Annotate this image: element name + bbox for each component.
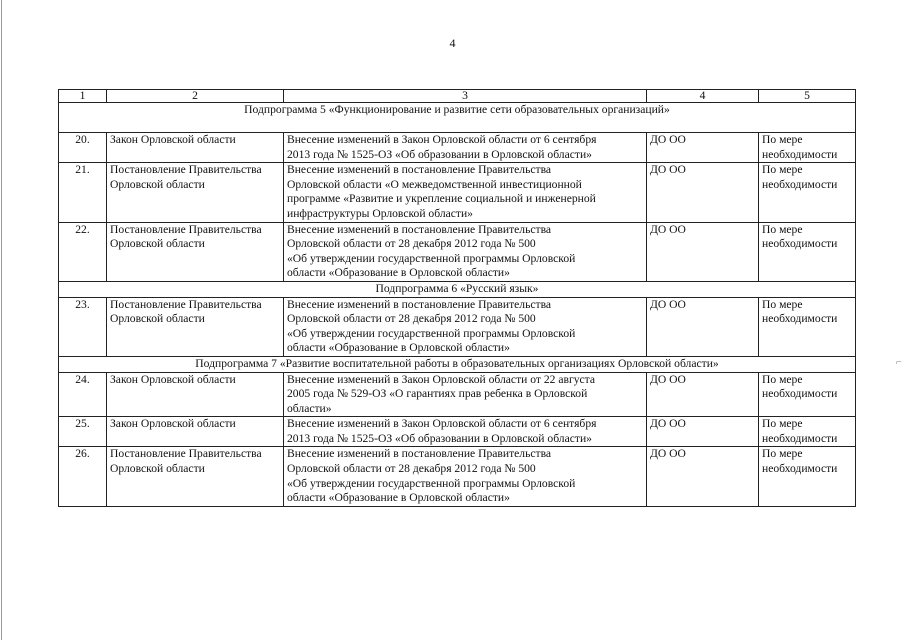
header-col-5: 5	[759, 90, 856, 103]
section-title: Подпрограмма 5 «Функционирование и развитие сети образовательных организаций»	[59, 103, 856, 133]
deadline	[759, 163, 856, 222]
table-row	[59, 447, 856, 506]
deadline-line: необходимости	[762, 462, 838, 476]
document-type	[107, 372, 284, 417]
executor: ДО ОО	[647, 417, 759, 447]
deadline	[759, 417, 856, 447]
deadline-line: По мере	[762, 163, 803, 177]
measure-description	[284, 133, 647, 163]
table-row	[59, 163, 856, 222]
deadline-line: По мере	[762, 297, 803, 311]
measure-description-line: 2005 года № 529-ОЗ «О гарантиях прав ребенка в Орловской	[287, 387, 588, 401]
section-title: Подпрограмма 7 «Развитие воспитательной работы в образовательных организациях Орловской области»	[59, 356, 856, 372]
document-type-line: Орловской области	[110, 312, 205, 326]
deadline-line: необходимости	[762, 147, 838, 161]
section-row	[59, 103, 856, 133]
measure-description-line: Внесение изменений в постановление Правительства	[287, 222, 552, 236]
row-number: 21.	[59, 163, 107, 222]
measure-description-line: Орловской области «О межведомственной инвестиционной	[287, 177, 582, 191]
table-header-row	[59, 90, 856, 103]
row-number: 26.	[59, 447, 107, 506]
document-type-line: Орловской области	[110, 237, 205, 251]
deadline	[759, 372, 856, 417]
deadline-line: По мере	[762, 417, 803, 431]
deadline	[759, 447, 856, 506]
header-col-4: 4	[647, 90, 759, 103]
page-number: 4	[449, 36, 456, 50]
document-type-line: Закон Орловской области	[110, 417, 236, 431]
measure-description-line: Внесение изменений в Закон Орловской области от 6 сентября	[287, 133, 597, 146]
measure-description	[284, 447, 647, 506]
document-type-line: Орловской области	[110, 462, 205, 476]
header-col-3: 3	[284, 90, 647, 103]
measure-description-line: Внесение изменений в постановление Правительства	[287, 447, 552, 461]
executor: ДО ОО	[647, 222, 759, 281]
row-number: 20.	[59, 133, 107, 163]
executor: ДО ОО	[647, 133, 759, 163]
section-row	[59, 356, 856, 372]
measure-description-line: Орловской области от 28 декабря 2012 года № 500	[287, 462, 536, 476]
measure-description-line: «Об утверждении государственной программы Орловской	[287, 476, 576, 490]
regulatory-acts-table	[58, 89, 856, 507]
row-number: 23.	[59, 297, 107, 356]
document-type	[107, 133, 284, 163]
document-type	[107, 447, 284, 506]
document-type-line: Закон Орловской области	[110, 372, 236, 386]
deadline-line: необходимости	[762, 237, 838, 251]
measure-description-line: области «Образование в Орловской области»	[287, 266, 510, 280]
deadline-line: По мере	[762, 222, 803, 236]
deadline-line: необходимости	[762, 431, 838, 445]
measure-description-line: 2013 года № 1525-ОЗ «Об образовании в Орловской области»	[287, 147, 592, 161]
scan-mark: ⌐	[896, 357, 902, 368]
executor: ДО ОО	[647, 163, 759, 222]
measure-description-line: программе «Развитие и укрепление социальной и инженерной	[287, 192, 596, 206]
table-body	[59, 90, 856, 507]
header-col-1: 1	[59, 90, 107, 103]
measure-description-line: Внесение изменений в Закон Орловской области от 6 сентября	[287, 417, 597, 431]
document-type-line: Закон Орловской области	[110, 133, 236, 146]
document-type-line: Орловской области	[110, 177, 205, 191]
deadline-line: необходимости	[762, 312, 838, 326]
document-type	[107, 163, 284, 222]
deadline-line: По мере	[762, 372, 803, 386]
measure-description-line: Внесение изменений в постановление Правительства	[287, 297, 552, 311]
table-row	[59, 297, 856, 356]
document-type	[107, 297, 284, 356]
measure-description	[284, 163, 647, 222]
deadline-line: По мере	[762, 447, 803, 461]
deadline-line: По мере	[762, 133, 803, 146]
deadline	[759, 297, 856, 356]
measure-description-line: области «Образование в Орловской области»	[287, 341, 510, 355]
executor: ДО ОО	[647, 297, 759, 356]
measure-description	[284, 297, 647, 356]
table-row	[59, 372, 856, 417]
measure-description-line: области»	[287, 401, 332, 415]
document-type-line: Постановление Правительства	[110, 163, 262, 177]
measure-description-line: 2013 года № 1525-ОЗ «Об образовании в Орловской области»	[287, 431, 592, 445]
deadline	[759, 133, 856, 163]
measure-description-line: области «Образование в Орловской области»	[287, 491, 510, 505]
scan-left-edge	[1, 0, 2, 640]
deadline-line: необходимости	[762, 177, 838, 191]
measure-description-line: Внесение изменений в постановление Правительства	[287, 163, 552, 177]
executor: ДО ОО	[647, 372, 759, 417]
row-number: 25.	[59, 417, 107, 447]
row-number: 22.	[59, 222, 107, 281]
executor: ДО ОО	[647, 447, 759, 506]
document-type-line: Постановление Правительства	[110, 222, 262, 236]
deadline-line: необходимости	[762, 387, 838, 401]
measure-description-line: Внесение изменений в Закон Орловской области от 22 августа	[287, 372, 596, 386]
measure-description-line: инфраструктуры Орловской области»	[287, 206, 473, 220]
measure-description-line: «Об утверждении государственной программы Орловской	[287, 326, 576, 340]
table-row	[59, 417, 856, 447]
table-row	[59, 133, 856, 163]
header-col-2: 2	[107, 90, 284, 103]
table-row	[59, 222, 856, 281]
document-type-line: Постановление Правительства	[110, 297, 262, 311]
measure-description	[284, 417, 647, 447]
measure-description	[284, 222, 647, 281]
measure-description	[284, 372, 647, 417]
document-type	[107, 417, 284, 447]
document-type-line: Постановление Правительства	[110, 447, 262, 461]
section-title: Подпрограмма 6 «Русский язык»	[59, 281, 856, 297]
document-type	[107, 222, 284, 281]
measure-description-line: Орловской области от 28 декабря 2012 года № 500	[287, 237, 536, 251]
deadline	[759, 222, 856, 281]
measure-description-line: «Об утверждении государственной программы Орловской	[287, 251, 576, 265]
section-row	[59, 281, 856, 297]
measure-description-line: Орловской области от 28 декабря 2012 года № 500	[287, 312, 536, 326]
row-number: 24.	[59, 372, 107, 417]
